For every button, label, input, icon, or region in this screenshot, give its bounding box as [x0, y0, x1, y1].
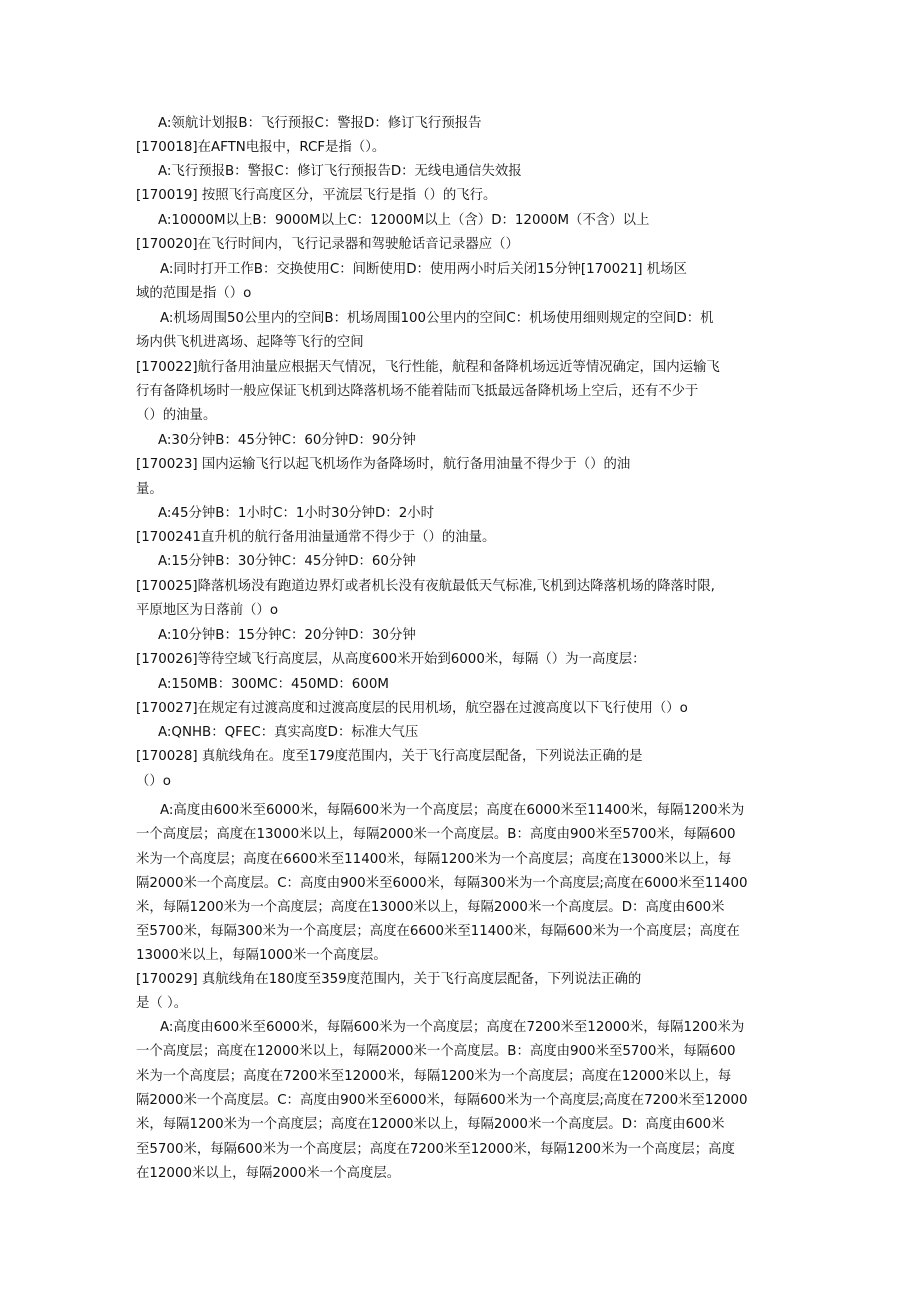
text-line: 是（ ）。: [136, 996, 188, 1011]
text-line: 在12000米以上，每隔2000米一个高度层。: [136, 1166, 401, 1181]
text-line: 隔2000米一个高度层。C：高度由900米至6000米，每隔300米为一个高度层;高度在6000米至11400: [136, 876, 748, 891]
text-line: A:飞行预报B：警报C：修订飞行预报告D：无线电通信失效报: [158, 164, 522, 179]
text-line: A:30分钟B：45分钟C：60分钟D：90分钟: [158, 433, 416, 448]
text-line: 13000米以上，每隔1000米一个高度层。: [136, 948, 387, 963]
text-line: [170019] 按照飞行高度区分，平流层飞行是指（）的飞行。: [136, 188, 497, 203]
text-line: A:同时打开工作B：交换使用C：间断使用D：使用两小时后关闭15分钟[170021] 机场区: [160, 262, 687, 277]
text-line: 量。: [136, 482, 163, 497]
text-line: A:15分钟B：30分钟C：45分钟D：60分钟: [158, 554, 416, 569]
text-line: A:150MB：300MC：450MD：600M: [158, 677, 389, 692]
text-line: （）o: [136, 774, 171, 789]
text-line: [170022]航行备用油量应根据天气情况，飞行性能，航程和备降机场远近等情况确定，国内运输飞: [136, 360, 720, 375]
text-line: A:QNHB：QFEC：真实高度D：标准大气压: [158, 725, 419, 740]
text-line: [170023] 国内运输飞行以起飞机场作为备降场时，航行备用油量不得少于（）的油: [136, 457, 631, 472]
text-line: 隔2000米一个高度层。C：高度由900米至6000米，每隔600米为一个高度层;高度在7200米至12000: [136, 1093, 748, 1108]
text-line: [170026]等待空域飞行高度层，从高度600米开始到6000米，每隔（）为一高度层：: [136, 652, 646, 667]
text-line: [170028] 真航线角在。度至179度范围内，关于飞行高度层配备，下列说法正确的是: [136, 749, 643, 764]
text-line: [1700241直升机的航行备用油量通常不得少于（）的油量。: [136, 530, 496, 545]
text-line: 米为一个高度层；高度在7200米至12000米，每隔1200米为一个高度层；高度在12000米以上，每: [136, 1069, 732, 1084]
text-line: A:高度由600米至6000米，每隔600米为一个高度层；高度在7200米至12000米，每隔1200米为: [160, 1020, 745, 1035]
text-line: [170025]降落机场没有跑道边界灯或者机长没有夜航最低天气标准,飞机到达降落机场的降落时限,: [136, 579, 715, 594]
text-line: [170018]在AFTN电报中，RCF是指（）。: [136, 140, 386, 155]
text-line: A:高度由600米至6000米，每隔600米为一个高度层；高度在6000米至11400米，每隔1200米为: [160, 803, 745, 818]
text-line: A:领航计划报B：飞行预报C：警报D：修订飞行预报告: [158, 116, 482, 131]
text-line: A:机场周围50公里内的空间B：机场周围100公里内的空间C：机场使用细则规定的空间D：机: [160, 311, 714, 326]
text-line: 一个高度层；高度在13000米以上，每隔2000米一个高度层。B：高度由900米至5700米，每隔600: [136, 827, 736, 842]
text-line: [170027]在规定有过渡高度和过渡高度层的民用机场，航空器在过渡高度以下飞行使用（）o: [136, 701, 688, 716]
text-line: 米为一个高度层；高度在6600米至11400米，每隔1200米为一个高度层；高度在13000米以上，每: [136, 852, 732, 867]
text-line: 行有备降机场时一般应保证飞机到达降落机场不能着陆而飞抵最远备降机场上空后，还有不少于: [136, 384, 699, 399]
text-line: A:45分钟B：1小时C：1小时30分钟D：2小时: [158, 506, 434, 521]
text-line: 一个高度层；高度在12000米以上，每隔2000米一个高度层。B：高度由900米至5700米，每隔600: [136, 1044, 736, 1059]
text-line: 至5700米，每隔600米为一个高度层；高度在7200米至12000米，每隔1200米为一个高度层；高度: [136, 1142, 735, 1157]
text-line: [170029] 真航线角在180度至359度范围内，关于飞行高度层配备，下列说法正确的: [136, 972, 642, 987]
text-line: A:10000M以上B：9000M以上C：12000M以上（含）D：12000M（不含）以上: [158, 213, 650, 228]
text-line: 平原地区为日落前（）o: [136, 603, 279, 618]
text-line: 域的范围是指（）o: [136, 286, 252, 301]
text-line: 场内供飞机进离场、起降等飞行的空间: [136, 335, 364, 350]
text-line: 米，每隔1200米为一个高度层；高度在12000米以上，每隔2000米一个高度层。D：高度由600米: [136, 1117, 725, 1132]
text-line: （）的油量。: [136, 408, 217, 423]
text-line: A:10分钟B：15分钟C：20分钟D：30分钟: [158, 628, 416, 643]
text-line: 米，每隔1200米为一个高度层；高度在13000米以上，每隔2000米一个高度层。D：高度由600米: [136, 900, 725, 915]
text-line: [170020]在飞行时间内，飞行记录器和驾驶舱话音记录器应（）: [136, 237, 519, 252]
text-line: 至5700米，每隔300米为一个高度层；高度在6600米至11400米，每隔600米为一个高度层；高度在: [136, 924, 740, 939]
